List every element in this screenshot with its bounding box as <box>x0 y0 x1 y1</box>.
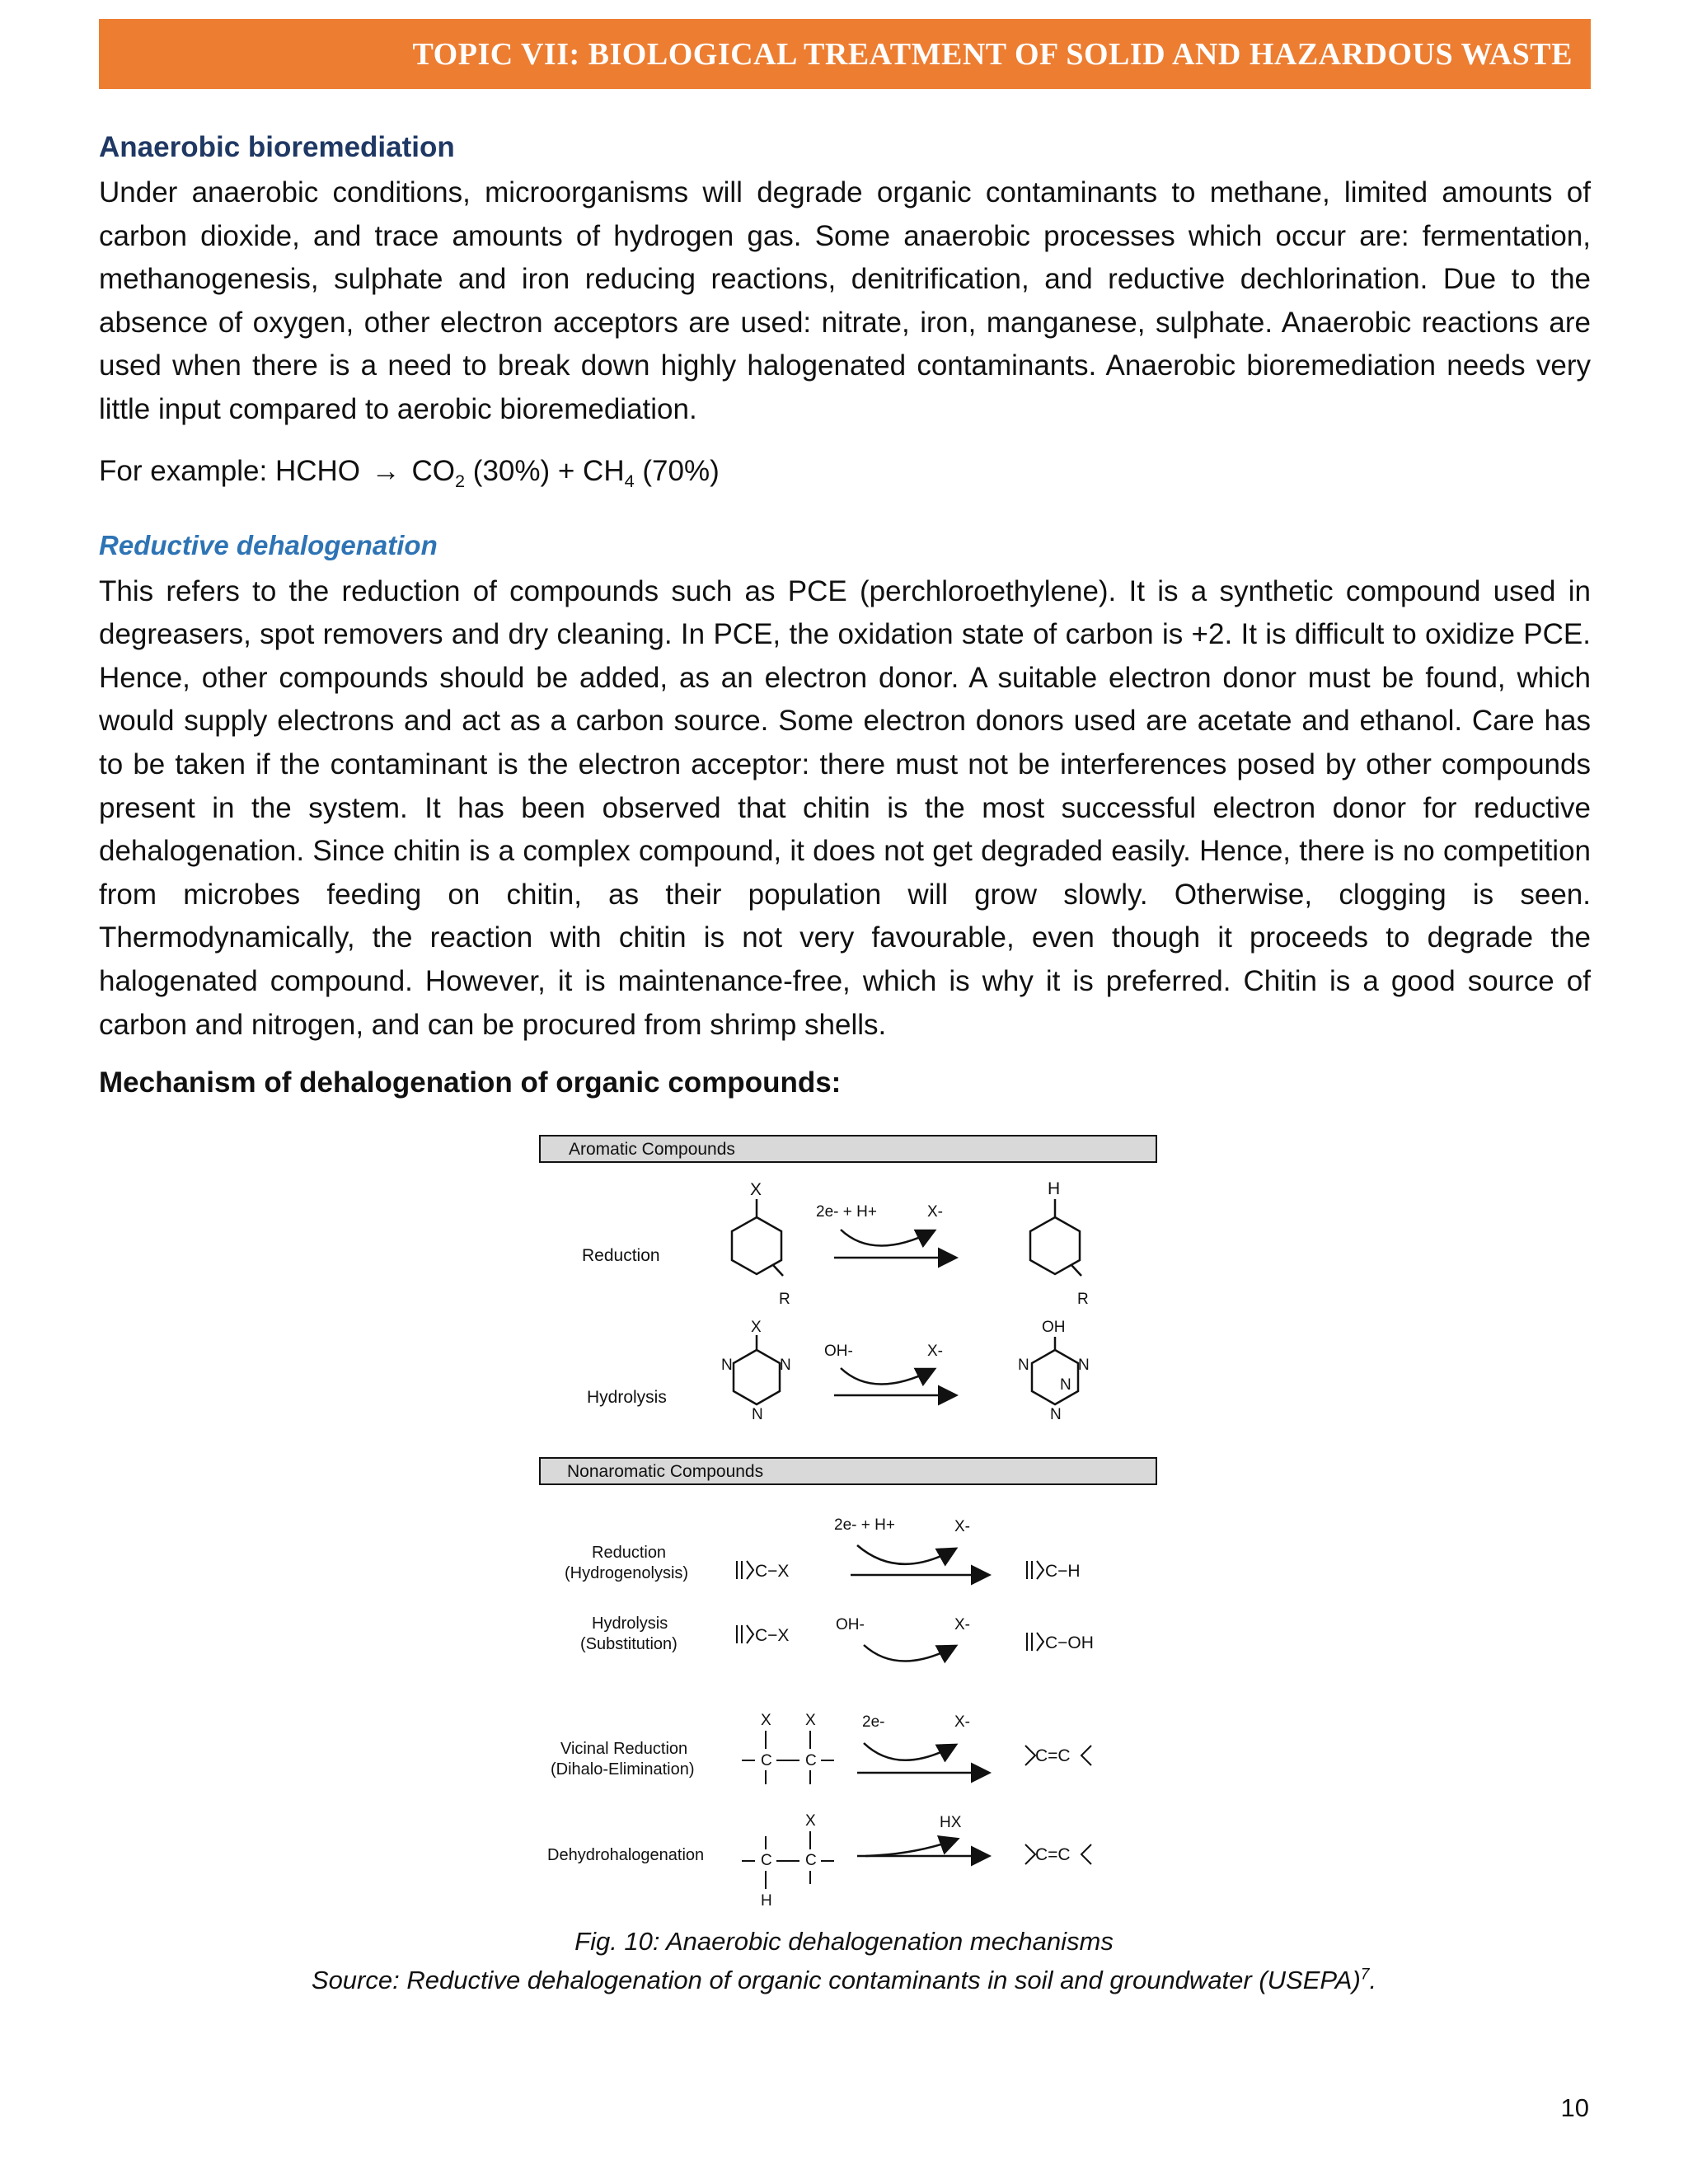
atom-n-e: N <box>1078 1357 1090 1374</box>
paragraph-reductive: This refers to the reduction of compounds such as PCE (perchloroethylene). It is a synthetic compound used in degreasers, spot removers and dry cleaning. In PCE, the oxidation state of carbon is +2. It is difficult to oxidize PCE. Hence, other compounds should be added, as an electron donor. A suitable electron donor must be found, which would supply electrons and act as a carbon source. Some electron donors used are acetate and ethanol. Care has to be taken if the contaminant is the electron acceptor: there must not be interferences posed by other compounds present in the system. It has been observed that chitin is the most successful electron donor for reductive dehalogenation. Since chitin is a complex compound, it does not get degraded easily. Hence, there is no competition from microbes feeding on chitin, as their population will grow slowly. Otherwise, clogging is seen. Thermodynamically, the reaction with chitin is not very favourable, even though it proceeds to degrade the halogenated compound. However, it is maintenance-free, which is why it is preferred. Chitin is a good source of carbon and nitrogen, and can be procured from shrimp shells. <box>99 574 1591 1041</box>
benzene-ring-left <box>732 1199 783 1276</box>
row-label-dehydro: Dehydrohalogenation <box>547 1846 705 1864</box>
page-content <box>99 124 1591 1108</box>
atom-x-vicinal-2: X <box>805 1712 816 1729</box>
vicinal-bonds-icon <box>742 1731 834 1784</box>
curved-arrow-icon <box>864 1645 954 1661</box>
section-heading-anaerobic: Anaerobic bioremediation <box>99 131 455 163</box>
atom-n-f: N <box>1060 1376 1071 1394</box>
atom-x-triazine-left: X <box>751 1319 762 1336</box>
curved-arrow-icon <box>864 1743 954 1760</box>
co2-subscript: 2 <box>455 470 466 491</box>
reagent-oh-aromatic: OH- <box>824 1343 853 1360</box>
reagent-x-substitution: X- <box>954 1616 970 1633</box>
atom-n-g: N <box>1050 1406 1062 1423</box>
reagent-2e-vicinal: 2e- <box>862 1713 885 1731</box>
row-label-hydrogenolysis-2: (Hydrogenolysis) <box>565 1564 689 1582</box>
reagent-x-aromatic-hyd: X- <box>927 1343 943 1360</box>
atom-r-right: R <box>1077 1291 1089 1308</box>
atom-c-dehydro-2: C <box>805 1852 817 1869</box>
example-prefix: For example: HCHO <box>99 454 361 487</box>
aromatic-header: Aromatic Compounds <box>569 1140 735 1159</box>
co2-text: CO <box>411 454 455 487</box>
atom-c-vicinal-1: C <box>761 1752 772 1769</box>
caption-superscript: 7 <box>1360 1966 1370 1984</box>
formula-alkene-1: C=C <box>1035 1746 1071 1765</box>
mechanism-heading: Mechanism of dehalogenation of organic compounds: <box>99 1066 842 1099</box>
row-label-substitution-2: (Substitution) <box>580 1635 678 1653</box>
ch4-subscript: 4 <box>624 470 635 491</box>
topic-title: TOPIC VII: BIOLOGICAL TREATMENT OF SOLID AND HAZARDOUS WASTE <box>412 36 1573 72</box>
reagent-x-vicinal: X- <box>954 1713 970 1731</box>
reagent-x-hydrogenolysis: X- <box>954 1518 970 1535</box>
atom-h-right: H <box>1048 1179 1061 1198</box>
topic-header-bar <box>99 19 1591 89</box>
dehydro-bonds-icon <box>742 1831 834 1889</box>
reagent-e-h-nonarom: 2e- + H+ <box>834 1516 895 1534</box>
triazine-ring-left <box>734 1335 780 1404</box>
atom-c-dehydro-1: C <box>761 1852 772 1869</box>
co2-percent: (30%) + CH <box>472 454 625 487</box>
formula-alkene-2: C=C <box>1035 1845 1071 1864</box>
atom-n-b: N <box>780 1357 791 1374</box>
carbon-bonds-icon <box>737 1561 753 1579</box>
page-number: 10 <box>1560 2093 1589 2122</box>
carbon-bonds-icon <box>1027 1633 1043 1651</box>
atom-r-left: R <box>779 1291 790 1308</box>
curved-arrow-icon <box>841 1368 933 1385</box>
atom-x-vicinal-1: X <box>761 1712 771 1729</box>
benzene-ring-right <box>1030 1199 1081 1276</box>
row-label-reduction: Reduction <box>582 1246 660 1265</box>
caption-line-2: Source: Reductive dehalogenation of organic contaminants in soil and groundwater (USEPA) <box>311 1966 1361 1994</box>
dehalogenation-figure <box>536 1129 1162 1929</box>
carbon-bonds-icon <box>1027 1561 1043 1579</box>
atom-x-dehydro: X <box>805 1812 816 1830</box>
formula-c-oh: C−OH <box>1045 1633 1094 1652</box>
atom-n-a: N <box>721 1357 733 1374</box>
formula-c-x-1: C−X <box>755 1562 790 1581</box>
atom-n-d: N <box>1018 1357 1029 1374</box>
example-equation <box>99 450 1591 503</box>
nonaromatic-header: Nonaromatic Compounds <box>567 1462 764 1481</box>
atom-n-c: N <box>752 1406 763 1423</box>
figure-source <box>0 1966 1688 1995</box>
atom-oh-right: OH <box>1042 1319 1066 1336</box>
row-label-hydrolysis: Hydrolysis <box>587 1388 667 1407</box>
carbon-bonds-icon <box>737 1625 753 1643</box>
row-label-hydrogenolysis-1: Reduction <box>592 1544 667 1562</box>
atom-x-reduction-left: X <box>750 1180 762 1199</box>
caption-end: . <box>1369 1966 1377 1994</box>
row-label-substitution-1: Hydrolysis <box>592 1615 668 1633</box>
curved-arrow-icon <box>841 1230 933 1246</box>
row-label-vicinal-2: (Dihalo-Elimination) <box>551 1760 695 1779</box>
caption-line-1: Fig. 10: Anaerobic dehalogenation mechanisms <box>574 1927 1114 1956</box>
formula-c-h: C−H <box>1045 1562 1081 1581</box>
paragraph-anaerobic: Under anaerobic conditions, microorganisms will degrade organic contaminants to methane, limited amounts of carbon dioxide, and trace amounts of hydrogen gas. Some anaerobic processes which occur are: fermentation, methanogenesis, sulphate and iron reducing reactions, denitrification, and reductive dechlorination. Due to the absence of oxygen, other electron acceptors are used: nitrate, iron, manganese, sulphate. Anaerobic reactions are used when there is a need to break down highly halogenated contaminants. Anaerobic bioremediation needs very little input compared to aerobic bioremediation. <box>99 176 1591 425</box>
atom-h-dehydro: H <box>761 1892 772 1910</box>
curved-arrow-icon <box>857 1545 954 1564</box>
formula-c-x-2: C−X <box>755 1626 790 1645</box>
section-heading-reductive: Reductive dehalogenation <box>99 529 438 560</box>
figure-caption <box>0 1927 1688 1957</box>
atom-c-vicinal-2: C <box>805 1752 817 1769</box>
ch4-percent: (70%) <box>642 454 720 487</box>
triazine-ring-right <box>1032 1337 1078 1404</box>
right-arrow-icon: → <box>371 454 401 487</box>
reagent-e-h-aromatic: 2e- + H+ <box>816 1203 877 1221</box>
row-label-vicinal-1: Vicinal Reduction <box>560 1740 688 1758</box>
reagent-x-aromatic-red: X- <box>927 1203 943 1221</box>
reagent-oh-nonarom: OH- <box>836 1616 865 1633</box>
reagent-hx: HX <box>940 1814 962 1831</box>
curved-arrow-icon <box>865 1840 956 1856</box>
